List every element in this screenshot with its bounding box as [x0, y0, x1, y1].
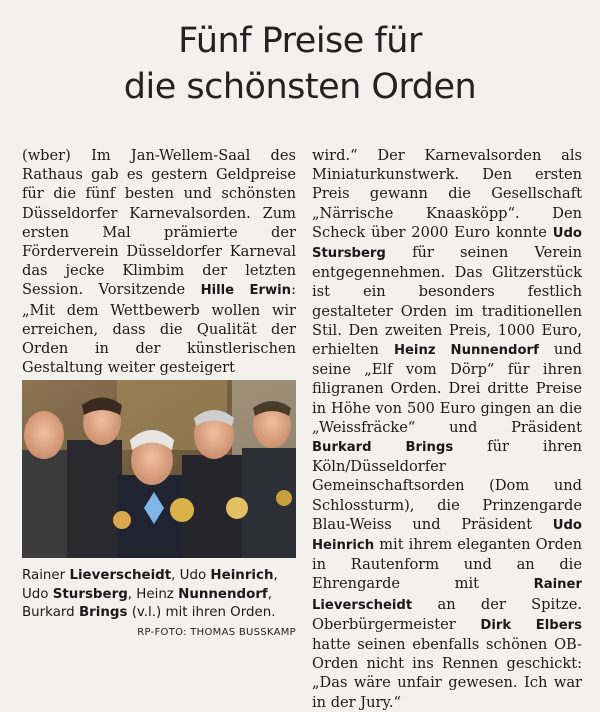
person-name: Burkard Brings	[312, 440, 454, 456]
person-name: Heinrich	[210, 568, 274, 583]
photo-caption	[22, 567, 298, 623]
headline-line-2: die schönsten Orden	[123, 67, 477, 107]
person-name: Rainer Lieverscheidt	[312, 577, 582, 613]
group-photo-image	[22, 380, 296, 558]
article-photo	[22, 380, 296, 558]
article-paragraph-left	[22, 146, 296, 377]
person-name: Nunnendorf	[178, 586, 268, 602]
text-run: hatte seinen ebenfalls schönen OB-Orden nicht ins Rennen geschickt: „Das wäre unfair gewesen. Ich war in der Jury.“	[312, 636, 582, 711]
text-run: : „Mit dem Wettbewerb wollen wir erreichen, dass die Qualität der Orden in der künstlerischen Gestaltung weiter gesteigert	[22, 281, 296, 377]
headline-line-1: Fünf Preise für	[178, 21, 422, 61]
person-name: Udo Heinrich	[312, 517, 582, 554]
text-run: und seine „Elf vom Dörp“ für ihren filigranen Orden. Drei dritte Preise in Höhe von 500 Euro gingen an die „Weissfräcke“ und Präsident	[312, 341, 583, 436]
article-column-right	[312, 146, 582, 712]
text-run: (wber) Im Jan-Wellem-Saal des Rathaus gab es gestern Geldpreise für die fünf besten und schönsten Düsseldorfer Karnevalsorden. Zum ersten Mal prämierte der Förderverein Düsseldorfer Karneval das jecke Klimbim der letzten Session. Vorsitzende	[22, 147, 296, 299]
text-run: für ihren Köln/Düsseldorfer Gemeinschaftsorden (Dom und Schlossturm), die Prinzengarde Blau-Weiss und Präsident	[312, 438, 582, 533]
person-name: Udo Stursberg	[312, 225, 582, 262]
text-run: Rainer	[22, 568, 70, 583]
text-run: , Heinz	[127, 586, 179, 602]
text-run: mit ihrem eleganten Orden in Rautenform und an die Ehrengarde mit	[312, 536, 582, 593]
text-run: , Udo	[22, 568, 278, 602]
person-name: Hille Erwin	[200, 283, 292, 299]
text-run: an der Spitze. Oberbürgermeister	[312, 595, 582, 633]
text-run: für seinen Verein entgegennehmen. Das Glitzerstück ist ein besonders festlich gestalteter Orden im traditionellen Stil. Den zweiten Preis, 1000 Euro, erhielten	[312, 244, 582, 359]
text-run: wird.“ Der Karnevalsorden als Miniaturkunstwerk. Den ersten Preis gewann die Gesellschaft „Närrische Knaasköpp“. Den Scheck über 2000 Euro konnte	[312, 147, 582, 241]
text-run: , Udo	[171, 568, 211, 583]
person-name: Stursberg	[52, 586, 128, 602]
photo-credit: RP-FOTO: THOMAS BUSSKAMP	[137, 627, 296, 638]
headline	[0, 18, 600, 110]
text-run: (v.l.) mit ihren Orden.	[127, 605, 276, 621]
person-name: Lieverscheidt	[69, 568, 172, 583]
article-paragraph-right	[312, 146, 582, 712]
article-column-left	[22, 146, 296, 377]
text-run: , Burkard	[22, 586, 273, 621]
person-name: Heinz Nunnendorf	[393, 343, 539, 359]
person-name: Dirk Elbers	[480, 617, 582, 633]
person-name: Brings	[78, 605, 128, 621]
